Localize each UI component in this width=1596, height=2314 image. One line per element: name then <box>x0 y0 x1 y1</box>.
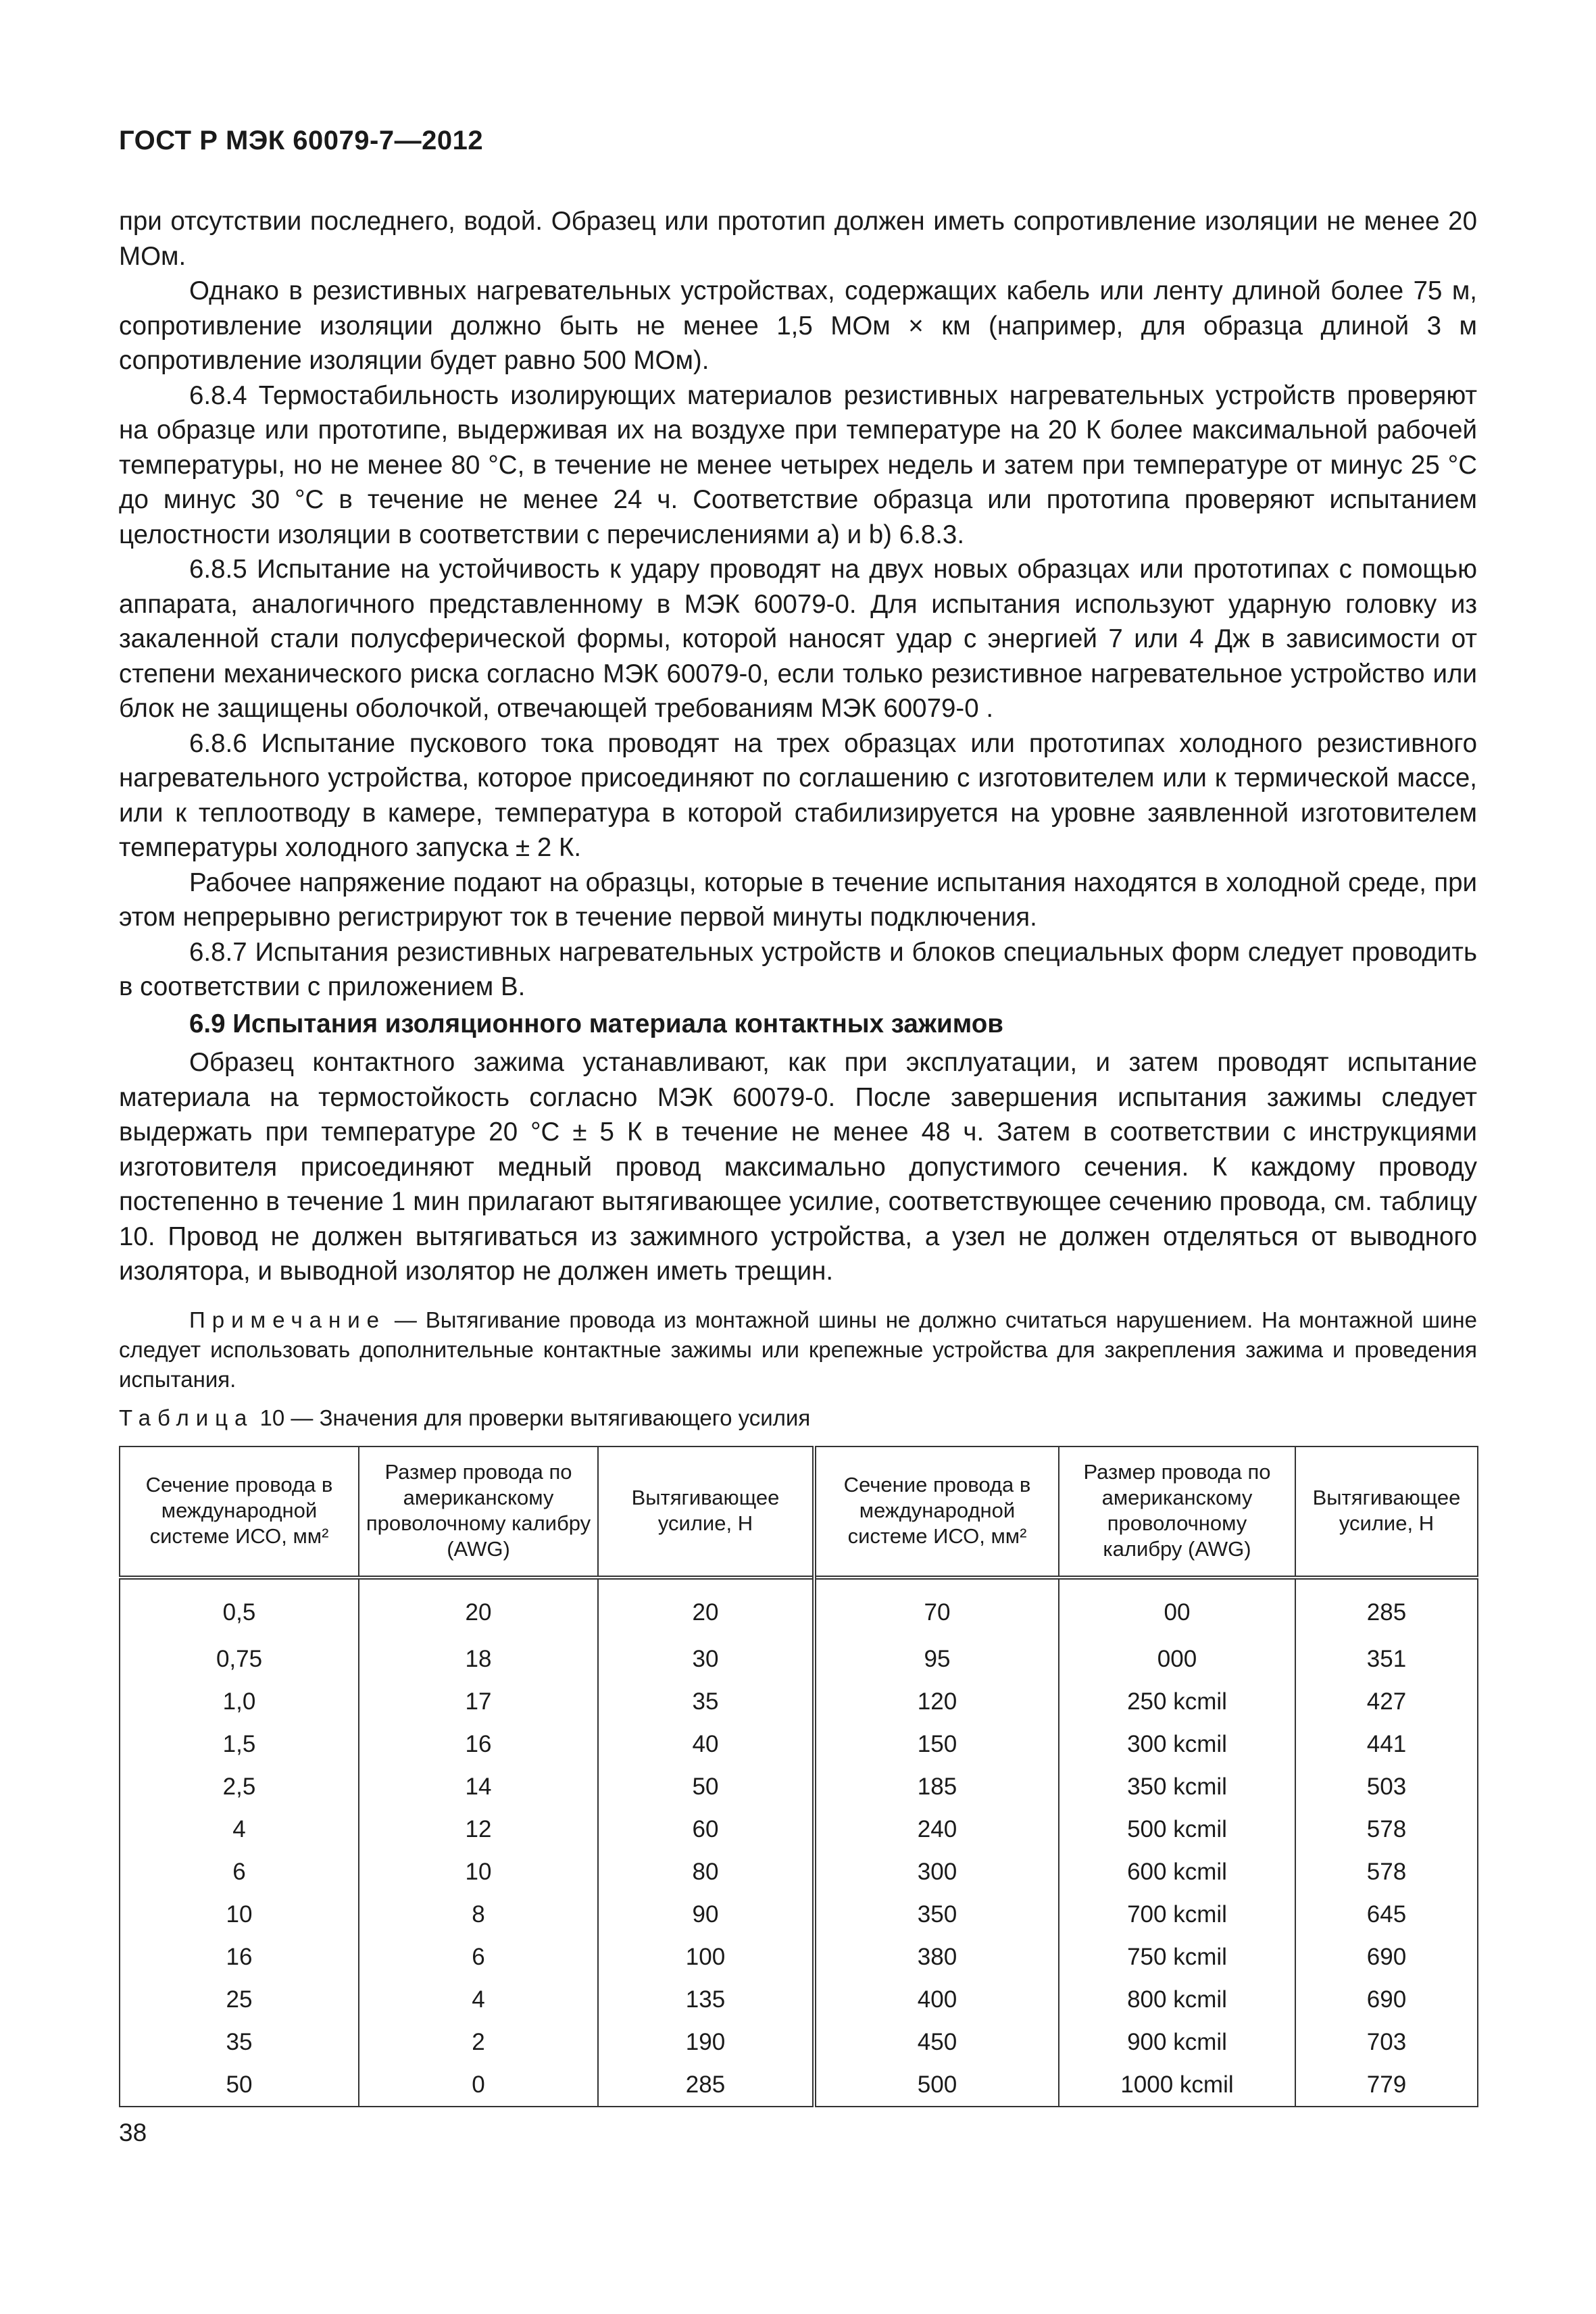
table-cell: 300 <box>814 1851 1059 1893</box>
table-cell: 70 <box>814 1578 1059 1638</box>
table-row <box>120 1893 1478 1936</box>
table-row <box>120 1723 1478 1765</box>
table-cell: 240 <box>814 1808 1059 1851</box>
paragraph: Рабочее напряжение подают на образцы, которые в течение испытания находятся в холодной среде, при этом непрерывно регистрируют ток в течение первой минуты подключения. <box>119 867 1477 932</box>
table-cell: 350 kcmil <box>1059 1765 1295 1808</box>
table-cell: 150 <box>814 1723 1059 1765</box>
table-cell: 135 <box>598 1978 814 2021</box>
table-cell: 35 <box>120 2021 359 2063</box>
table-cell: 1,5 <box>120 1723 359 1765</box>
table-cell: 35 <box>598 1680 814 1723</box>
paragraph-6-9: Образец контактного зажима устанавливают, как при эксплуатации, и затем проводят испытание материала на термостойкость согласно МЭК 60079-0. После завершения испытания зажимы следует выдержать при температуре 20 °С ± 5 К в течение не менее 48 ч. Затем в соответствии с инструкциями изготовителя присоединяют медный провод максимально допустимого сечения. К каждому проводу постепенно в течение 1 мин прилагают вытягивающее усилие, соответствующее сечению провода, см. таблицу 10. Провод не должен вытягиваться из зажимного устройства, а узел не должен отделяться от выводного изолятора, и выводной изолятор не должен иметь трещин. <box>119 1048 1477 1286</box>
table-row <box>120 1851 1478 1893</box>
table-cell: 250 kcmil <box>1059 1680 1295 1723</box>
table-row <box>120 2021 1478 2063</box>
table-cell: 120 <box>814 1680 1059 1723</box>
table-cell: 500 <box>814 2063 1059 2107</box>
table-cell: 20 <box>359 1578 598 1638</box>
table-cell: 645 <box>1295 1893 1478 1936</box>
table-cell: 18 <box>359 1638 598 1680</box>
table-cell: 285 <box>598 2063 814 2107</box>
table-cell: 351 <box>1295 1638 1478 1680</box>
column-header: Сечение провода в международной системе ИСО, мм² <box>814 1447 1059 1578</box>
table-cell: 6 <box>359 1936 598 1978</box>
table-cell: 1,0 <box>120 1680 359 1723</box>
table-cell: 441 <box>1295 1723 1478 1765</box>
table-cell: 40 <box>598 1723 814 1765</box>
table-row <box>120 2063 1478 2107</box>
table-cell: 90 <box>598 1893 814 1936</box>
table-cell: 4 <box>359 1978 598 2021</box>
note-text: — Вытягивание провода из монтажной шины не должно считаться нарушением. На монтажной шине следует использовать дополнительные контактные зажимы или крепежные устройства для закрепления зажима и проведения испытания. <box>119 1307 1477 1392</box>
table-cell: 300 kcmil <box>1059 1723 1295 1765</box>
table-cell: 779 <box>1295 2063 1478 2107</box>
table-cell: 17 <box>359 1680 598 1723</box>
paragraph-6-8-6: 6.8.6 Испытание пускового тока проводят на трех образцах или прототипах холодного резистивного нагревательного устройства, которое присоединяют по соглашению с изготовителем или к термической массе, или к теплоотводу в камере, температура в которой стабилизируется на уровне заявленной изготовителем температуры холодного запуска ± 2 К. <box>119 728 1477 862</box>
table-caption-text: 10 — Значения для проверки вытягивающего усилия <box>253 1405 811 1430</box>
table-cell: 427 <box>1295 1680 1478 1723</box>
table-row <box>120 1638 1478 1680</box>
table-cell: 100 <box>598 1936 814 1978</box>
table-cell: 600 kcmil <box>1059 1851 1295 1893</box>
paragraph: Однако в резистивных нагревательных устройствах, содержащих кабель или ленту длиной более 75 м, сопротивление изоляции должно быть не менее 1,5 МОм × км (например, для образца длиной 3 м сопротивление изоляции будет равно 500 МОм). <box>119 276 1477 375</box>
table-cell: 30 <box>598 1638 814 1680</box>
table-row <box>120 1936 1478 1978</box>
table-cell: 690 <box>1295 1936 1478 1978</box>
paragraph: при отсутствии последнего, водой. Образец или прототип должен иметь сопротивление изоляции не менее 20 МОм. <box>119 207 1477 271</box>
table-cell: 000 <box>1059 1638 1295 1680</box>
table-cell: 578 <box>1295 1851 1478 1893</box>
note-label: Примечание <box>189 1307 386 1332</box>
table-cell: 500 kcmil <box>1059 1808 1295 1851</box>
document-code-header: ГОСТ Р МЭК 60079-7—2012 <box>119 126 484 155</box>
table-cell: 400 <box>814 1978 1059 2021</box>
table-cell: 690 <box>1295 1978 1478 2021</box>
page-number: 38 <box>119 2119 147 2146</box>
column-header: Размер провода по американскому проволочному калибру (AWG) <box>359 1447 598 1578</box>
table-cell: 60 <box>598 1808 814 1851</box>
body-text <box>119 204 1477 1394</box>
table-cell: 350 <box>814 1893 1059 1936</box>
section-heading-6-9: 6.9 Испытания изоляционного материала контактных зажимов <box>189 1009 1003 1038</box>
table-cell: 16 <box>120 1936 359 1978</box>
table-cell: 2,5 <box>120 1765 359 1808</box>
table-cell: 20 <box>598 1578 814 1638</box>
table-cell: 800 kcmil <box>1059 1978 1295 2021</box>
table-cell: 503 <box>1295 1765 1478 1808</box>
table-cell: 185 <box>814 1765 1059 1808</box>
paragraph-6-8-4: 6.8.4 Термостабильность изолирующих материалов резистивных нагревательных устройств проверяют на образце или прототипе, выдерживая их на воздухе при температуре на 20 К более максимальной рабочей температуры, но не менее 80 °С, в течение не менее четырех недель и затем при температуре от минус 25 °С до минус 30 °С в течение не менее 24 ч. Соответствие образца или прототипа проверяют испытанием целостности изоляции в соответствии с перечислениями а) и b) 6.8.3. <box>119 380 1477 549</box>
table-cell: 700 kcmil <box>1059 1893 1295 1936</box>
table-cell: 703 <box>1295 2021 1478 2063</box>
table-row <box>120 1578 1478 1638</box>
table-row <box>120 1680 1478 1723</box>
paragraph-6-8-7: 6.8.7 Испытания резистивных нагревательных устройств и блоков специальных форм следует проводить в соответствии с приложением В. <box>119 937 1477 1001</box>
table-body <box>120 1578 1478 2107</box>
table-cell: 10 <box>120 1893 359 1936</box>
pull-force-table <box>119 1446 1478 2107</box>
table-cell: 750 kcmil <box>1059 1936 1295 1978</box>
table-cell: 95 <box>814 1638 1059 1680</box>
column-header: Вытягивающее усилие, Н <box>1295 1447 1478 1578</box>
table-cell: 285 <box>1295 1578 1478 1638</box>
table-row <box>120 1978 1478 2021</box>
table-cell: 00 <box>1059 1578 1295 1638</box>
table-cell: 0 <box>359 2063 598 2107</box>
table-cell: 8 <box>359 1893 598 1936</box>
table-header-row <box>120 1447 1478 1578</box>
paragraph-6-8-5: 6.8.5 Испытание на устойчивость к удару проводят на двух новых образцах или прототипах с помощью аппарата, аналогичного представленному в МЭК 60079-0. Для испытания используют ударную головку из закаленной стали полусферической формы, которой наносят удар с энергией 7 или 4 Дж в зависимости от степени механического риска согласно МЭК 60079-0, если только резистивное нагревательное устройство или блок не защищены оболочкой, отвечающей требованиям МЭК 60079-0 . <box>119 555 1477 723</box>
table-cell: 190 <box>598 2021 814 2063</box>
table-cell: 14 <box>359 1765 598 1808</box>
column-header: Размер провода по американскому проволочному калибру (AWG) <box>1059 1447 1295 1578</box>
note <box>119 1305 1477 1394</box>
table-cell: 380 <box>814 1936 1059 1978</box>
table-caption <box>119 1405 810 1431</box>
table-caption-label: Таблица <box>119 1405 254 1430</box>
table-cell: 578 <box>1295 1808 1478 1851</box>
table-cell: 25 <box>120 1978 359 2021</box>
table-cell: 4 <box>120 1808 359 1851</box>
table-cell: 80 <box>598 1851 814 1893</box>
table-cell: 900 kcmil <box>1059 2021 1295 2063</box>
column-header: Вытягивающее усилие, Н <box>598 1447 814 1578</box>
table-cell: 450 <box>814 2021 1059 2063</box>
table-cell: 6 <box>120 1851 359 1893</box>
table-cell: 2 <box>359 2021 598 2063</box>
table-cell: 0,75 <box>120 1638 359 1680</box>
table-row <box>120 1765 1478 1808</box>
column-header: Сечение провода в международной системе ИСО, мм² <box>120 1447 359 1578</box>
table-row <box>120 1808 1478 1851</box>
table-cell: 0,5 <box>120 1578 359 1638</box>
table-cell: 50 <box>120 2063 359 2107</box>
table-cell: 1000 kcmil <box>1059 2063 1295 2107</box>
table-cell: 10 <box>359 1851 598 1893</box>
table-cell: 12 <box>359 1808 598 1851</box>
table-cell: 50 <box>598 1765 814 1808</box>
table-cell: 16 <box>359 1723 598 1765</box>
